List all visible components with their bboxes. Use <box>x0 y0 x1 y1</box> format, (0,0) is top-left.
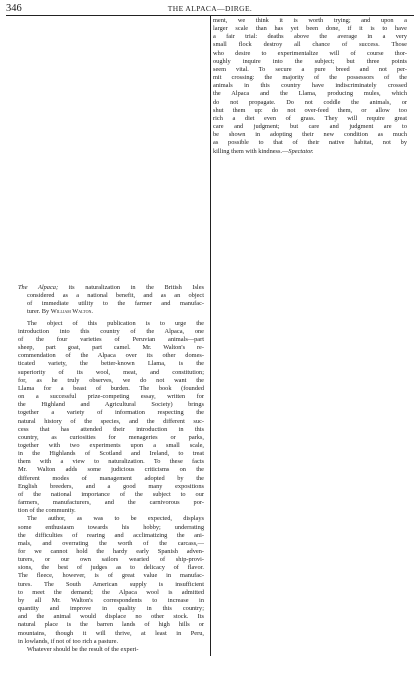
text-line: for we cannot hold the hardy early Spanish adven- <box>18 548 204 555</box>
text-line: natural history of the species, and the different suc- <box>18 417 204 425</box>
text-line: do not propagate. Do not coddle the animals, or <box>213 98 407 106</box>
article-conclusion <box>213 17 407 156</box>
text-line: the Highland and Agricultural Society) brings <box>18 401 204 409</box>
text-line: the Alpaca and the Llama, producing mules, which <box>213 90 407 98</box>
text-line: tures. The South American supply is insufficient <box>18 580 204 588</box>
text-line: animals in this country have indiscriminately crossed <box>213 82 407 90</box>
text-line: larger scale than has yet been done, if it is to have <box>213 25 407 33</box>
source-credit: Spectator. <box>288 147 314 155</box>
text-line: country, as curiosities for menageries or parks, <box>18 433 204 441</box>
text-line: a fair trial: deaths above the average in a very <box>213 33 407 41</box>
text-line: sions, the best of judges as to delicacy of flavor. <box>18 564 204 572</box>
text-line: sheep, part goat, part camel. Mr. Walton's re- <box>18 344 204 352</box>
text-line: farmers, manufacturers, and the carnivorous por- <box>18 499 204 507</box>
text-line: The object of this publication is to urge the <box>27 319 204 327</box>
review-title-line: of immediate utility to the farmer and manufac- <box>27 300 204 308</box>
text-line: together with two experiments upon a small scale, <box>18 441 204 449</box>
text-line: tion of the community. <box>18 507 76 515</box>
text-line: killing them with kindness.—Spectator. <box>213 147 314 155</box>
text-line: cess that has attended their introduction in this <box>18 425 204 433</box>
paragraph <box>18 646 204 654</box>
text-line: mit crossing: the majority of the possessors of the <box>213 74 407 82</box>
text-line: The fleece, however, is of great value in manufac- <box>18 572 204 580</box>
text-line: the difficulties of rearing and acclimatizing the ani- <box>18 531 204 539</box>
text-line: English breeders, and a good many expositions <box>18 482 204 490</box>
text-line: turers, or our own sailors wearied of ship-provi- <box>18 556 204 564</box>
text-line: on a successful prize-competing essay, written for <box>18 393 204 401</box>
text-line: for, as he truly observes, we do not want the <box>18 376 204 384</box>
text-line: of the four varieties of Peruvian animals—part <box>18 335 204 343</box>
review-title-line: considered as a national benefit, and as an object <box>27 292 204 300</box>
text-line: in the Highlands of Scotland and Ireland, to treat <box>18 450 204 458</box>
text-line: different modes of management adopted by the <box>18 474 204 482</box>
running-title: THE ALPACA—DIRGE. <box>167 4 253 13</box>
text-line: some enthusiasm towards his hobby; underrating <box>18 523 204 531</box>
text-line: to meet the demand; the Alpaca wool is admitted <box>18 588 204 596</box>
text-line: rich a diet even of grass. They will require great <box>213 114 407 122</box>
text-line: quantity and improve in quality in this country; <box>18 605 204 613</box>
text-line: ticated variety, the better-known Llama, is the <box>18 360 204 368</box>
text-line: seem vital. To secure a pure breed and not per- <box>213 65 407 73</box>
text-line: shut them up: do not over-feed them, or allow too <box>213 106 407 114</box>
review-byline: turer. By William Walton. <box>27 308 93 316</box>
book-review <box>18 284 204 654</box>
text-line: who desire to experimentalize will of course thor- <box>213 49 407 57</box>
text-line: commendation of the Alpaca over its other domes- <box>18 352 204 360</box>
text-line: Whatever should be the result of the experi- <box>27 645 139 653</box>
text-line: introduction into this country of the Alpaca, one <box>18 327 204 335</box>
text-line: ment, we think it is worth trying; and upon a <box>213 17 407 24</box>
paragraph <box>18 515 204 646</box>
text-line: of the national importance of the subject to our <box>18 490 204 498</box>
paragraph <box>18 320 204 516</box>
text-line: as possible to that of their native habitat, not by <box>213 139 407 147</box>
text-line: Llama for a beast of burden. The book (founded <box>18 384 204 392</box>
review-title-line: The Alpaca; its naturalization in the British Isles <box>18 284 204 291</box>
text-line: oughly inquire into the subject; but three points <box>213 57 407 65</box>
text-line: together a variety of information respecting the <box>18 409 204 417</box>
text-line: mountains, though it will thrive, at least in Peru, <box>18 629 204 637</box>
text-line: care and judgment; but care and judgment are to <box>213 123 407 131</box>
text-line: and the animal would displace no other stock. Its <box>18 613 204 621</box>
text-line: by all Mr. Walton's correspondents to increase in <box>18 596 204 604</box>
text-line: Mr. Walton adds some judicious criticisms on the <box>18 466 204 474</box>
text-line: be shown in adopting their new condition as much <box>213 131 407 139</box>
review-body <box>18 320 204 654</box>
text-line: small flock destroy all chance of success. Those <box>213 41 407 49</box>
text-line: mals, and overrating the worth of the carcass,— <box>18 539 204 547</box>
text-line: The author, as was to be expected, displays <box>27 515 204 523</box>
text-line: them with a view to naturalization. To these facts <box>18 458 204 466</box>
text-line: natural place is the barren lands of high hills or <box>18 621 204 629</box>
column-rule <box>210 16 211 656</box>
review-heading <box>18 284 204 317</box>
text-line: in lowlands, if not of too rich a pasture. <box>18 637 119 645</box>
text-line: superiority of its wool, meat, and constitution; <box>18 368 204 376</box>
page-number: 346 <box>6 3 22 14</box>
